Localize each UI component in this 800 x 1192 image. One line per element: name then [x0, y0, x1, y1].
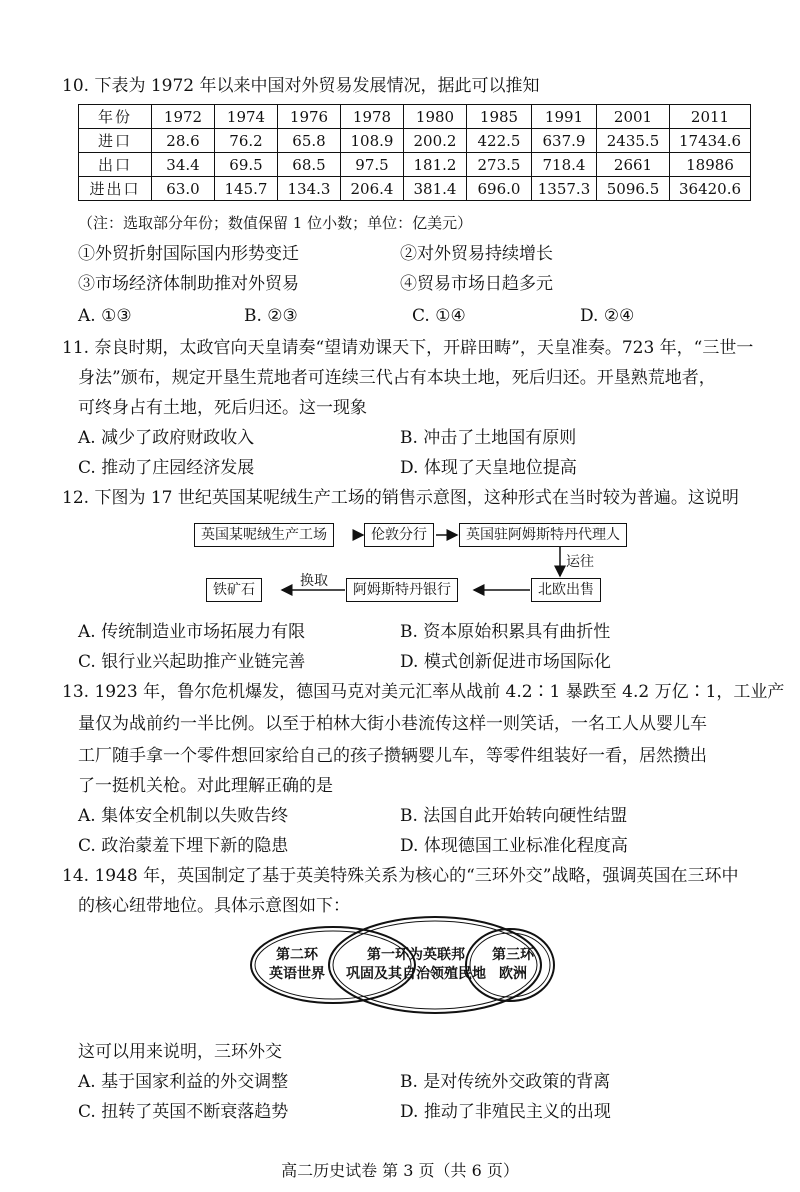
diagram-box-factory: 英国某呢绒生产工场 [194, 523, 334, 547]
table-cell: 696.0 [467, 177, 532, 201]
table-row-label: 出口 [79, 153, 152, 177]
table-cell: 108.9 [341, 129, 404, 153]
q10-stem: 10. 下表为 1972 年以来中国对外贸易发展情况，据此可以推知 [62, 76, 540, 96]
q11-option-d[interactable]: D. 体现了天皇地位提高 [400, 458, 577, 478]
table-cell: 5096.5 [597, 177, 670, 201]
q11-option-c[interactable]: C. 推动了庄园经济发展 [78, 458, 255, 478]
table-cell: 422.5 [467, 129, 532, 153]
q12-option-d[interactable]: D. 模式创新促进市场国际化 [400, 652, 611, 672]
ring-right-subtitle: 欧洲 [499, 966, 527, 982]
q14-stem-line: 14. 1948 年，英国制定了基于英美特殊关系为核心的“三环外交”战略，强调英国在三环中 [62, 866, 739, 886]
table-header-cell: 1976 [278, 105, 341, 129]
q13-stem-line: 13. 1923 年，鲁尔危机爆发，德国马克对美元汇率从战前 4.2∶1 暴跌至 4.2 万亿∶1，工业产 [62, 682, 785, 702]
table-header-cell: 年份 [79, 105, 152, 129]
table-row-label: 进口 [79, 129, 152, 153]
table-cell: 637.9 [532, 129, 597, 153]
table-cell: 134.3 [278, 177, 341, 201]
diagram-box-amsterdam-agent: 英国驻阿姆斯特丹代理人 [459, 523, 627, 547]
table-cell: 65.8 [278, 129, 341, 153]
table-header-cell: 2001 [597, 105, 670, 129]
table-cell: 68.5 [278, 153, 341, 177]
q10-option-a[interactable]: A. ①③ [78, 306, 132, 326]
q11-stem-line: 11. 奈良时期，太政官向天皇请奏“望请劝课天下，开辟田畴”，天皇准奏。723 年，“三世一 [62, 338, 754, 358]
ring-center-title: 第一环为英联邦 [367, 947, 465, 963]
table-header-cell: 1974 [215, 105, 278, 129]
ring-left-title: 第二环 [276, 947, 318, 963]
q10-statement: ②对外贸易持续增长 [400, 244, 553, 264]
q10-option-c[interactable]: C. ①④ [412, 306, 466, 326]
q10-statement: ①外贸折射国际国内形势变迁 [78, 244, 299, 264]
q14-option-a[interactable]: A. 基于国家利益的外交调整 [78, 1072, 289, 1092]
table-cell: 145.7 [215, 177, 278, 201]
table-cell: 69.5 [215, 153, 278, 177]
table-header-cell: 1991 [532, 105, 597, 129]
diagram-label-ship: 运往 [566, 554, 594, 570]
q14-option-b[interactable]: B. 是对传统外交政策的背离 [400, 1072, 611, 1092]
ring-center-subtitle: 巩固及其自治领殖民地 [346, 966, 486, 982]
q13-option-b[interactable]: B. 法国自此开始转向硬性结盟 [400, 806, 628, 826]
table-cell: 2435.5 [597, 129, 670, 153]
q13-stem-line: 工厂随手拿一个零件想回家给自己的孩子攒辆婴儿车，等零件组装好一看，居然攒出 [78, 746, 707, 766]
q13-option-c[interactable]: C. 政治蒙羞下埋下新的隐患 [78, 836, 289, 856]
q12-option-a[interactable]: A. 传统制造业市场拓展力有限 [78, 622, 306, 642]
table-cell: 273.5 [467, 153, 532, 177]
table-cell: 181.2 [404, 153, 467, 177]
table-cell: 206.4 [341, 177, 404, 201]
q13-stem-line: 量仅为战前约一半比例。以至于柏林大街小巷流传这样一则笑话，一名工人从婴儿车 [78, 714, 707, 734]
table-cell: 718.4 [532, 153, 597, 177]
q14-stem-line: 的核心纽带地位。具体示意图如下： [78, 896, 350, 916]
table-cell: 17434.6 [670, 129, 751, 153]
table-header-cell: 1978 [341, 105, 404, 129]
ring-right-title: 第三环 [492, 947, 534, 963]
q12-option-c[interactable]: C. 银行业兴起助推产业链完善 [78, 652, 306, 672]
q13-option-d[interactable]: D. 体现德国工业标准化程度高 [400, 836, 628, 856]
q10-statement: ③市场经济体制助推对外贸易 [78, 274, 299, 294]
table-cell: 1357.3 [532, 177, 597, 201]
ring-left-subtitle: 英语世界 [269, 966, 325, 982]
table-cell: 28.6 [152, 129, 215, 153]
diagram-box-iron-ore: 铁矿石 [206, 578, 262, 602]
q10-note: （注：选取部分年份；数值保留 1 位小数；单位：亿美元） [78, 214, 473, 232]
table-cell: 2661 [597, 153, 670, 177]
diagram-box-amsterdam-bank: 阿姆斯特丹银行 [346, 578, 458, 602]
table-header-cell: 1972 [152, 105, 215, 129]
page-footer: 高二历史试卷 第 3 页（共 6 页） [281, 1161, 519, 1180]
table-header-cell: 1985 [467, 105, 532, 129]
table-header-cell: 1980 [404, 105, 467, 129]
table-cell: 200.2 [404, 129, 467, 153]
table-header-cell: 2011 [670, 105, 751, 129]
table-cell: 63.0 [152, 177, 215, 201]
table-cell: 97.5 [341, 153, 404, 177]
table-cell: 36420.6 [670, 177, 751, 201]
q14-option-d[interactable]: D. 推动了非殖民主义的出现 [400, 1102, 611, 1122]
q11-stem-line: 身法”颁布，规定开垦生荒地者可连续三代占有本块土地，死后归还。开垦熟荒地者， [78, 368, 716, 388]
q11-stem-line: 可终身占有土地，死后归还。这一现象 [78, 398, 367, 418]
q14-conclusion: 这可以用来说明，三环外交 [78, 1042, 282, 1062]
q13-option-a[interactable]: A. 集体安全机制以失败告终 [78, 806, 289, 826]
q11-option-a[interactable]: A. 减少了政府财政收入 [78, 428, 255, 448]
q10-option-b[interactable]: B. ②③ [244, 306, 298, 326]
table-row-label: 进出口 [79, 177, 152, 201]
q12-option-b[interactable]: B. 资本原始积累具有曲折性 [400, 622, 611, 642]
table-cell: 34.4 [152, 153, 215, 177]
table-cell: 381.4 [404, 177, 467, 201]
diagram-box-north-europe: 北欧出售 [531, 578, 601, 602]
q12-stem: 12. 下图为 17 世纪英国某呢绒生产工场的销售示意图，这种形式在当时较为普遍。这说明 [62, 488, 739, 508]
q14-option-c[interactable]: C. 扭转了英国不断衰落趋势 [78, 1102, 289, 1122]
diagram-label-exchange: 换取 [300, 573, 328, 589]
q13-stem-line: 了一挺机关枪。对此理解正确的是 [78, 776, 333, 796]
q11-option-b[interactable]: B. 冲击了土地国有原则 [400, 428, 577, 448]
diagram-box-london-branch: 伦敦分行 [364, 523, 434, 547]
table-cell: 18986 [670, 153, 751, 177]
q10-statement: ④贸易市场日趋多元 [400, 274, 553, 294]
table-cell: 76.2 [215, 129, 278, 153]
q10-option-d[interactable]: D. ②④ [580, 306, 635, 326]
